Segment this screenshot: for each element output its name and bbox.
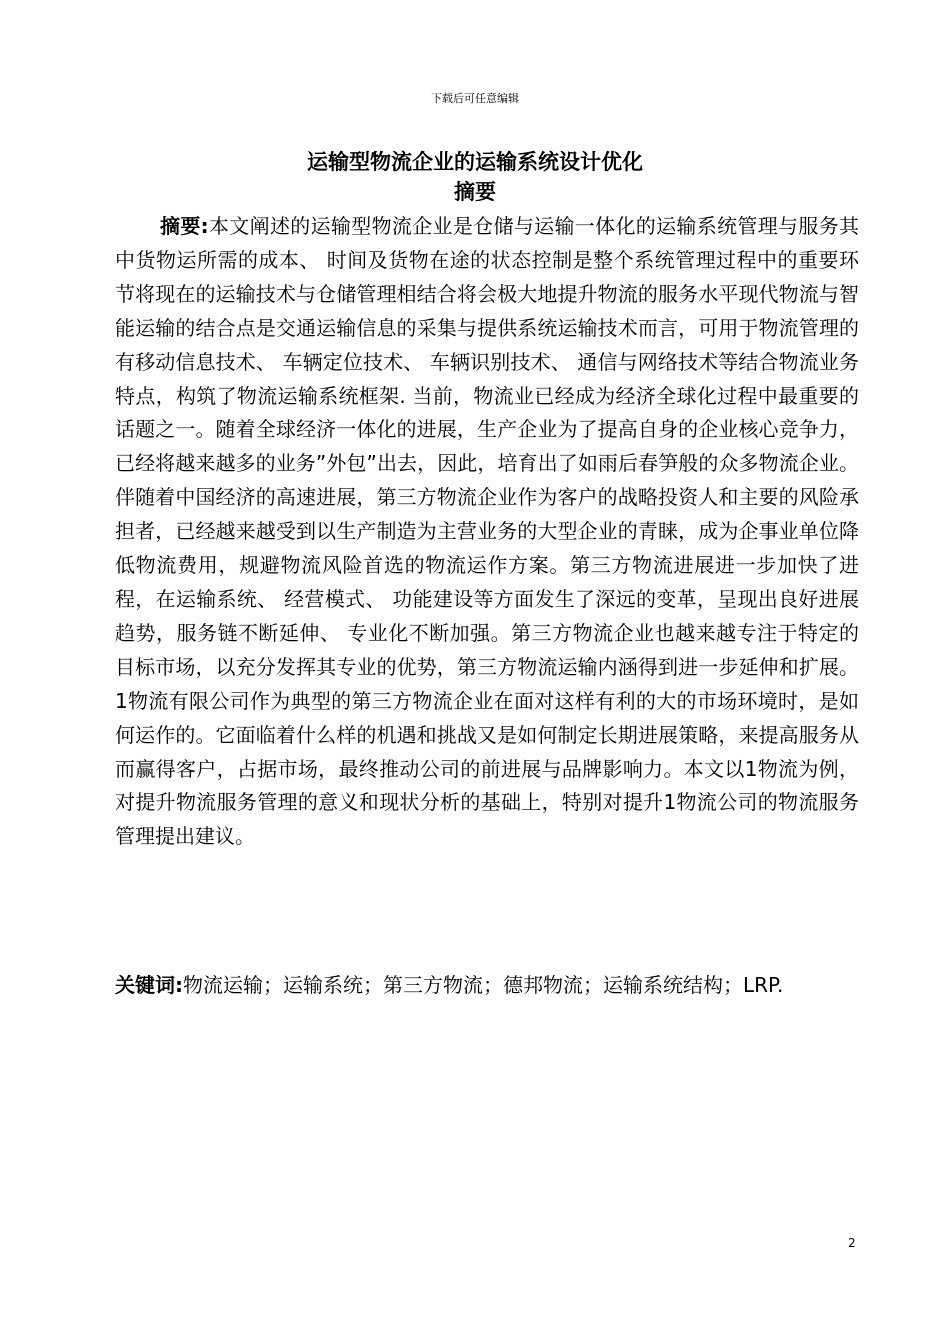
abstract-label: 摘要: — [160, 214, 209, 238]
abstract-heading: 摘要 — [454, 180, 496, 204]
abstract-text: 本文阐述的运输型物流企业是仓储与运输一体化的运输系统管理与服务其中货物运所需的成本、 时间及货物在途的状态控制是整个系统管理过程中的重要环节将现在的运输技术与仓储管理相结合将会极大地提升物流的服务水平现代物流与智能运输的结合点是交通运输信息的采集与提供系统运输技术而言，可用于物流管理的有移动信息技术、 车辆定位技术、 车辆识别技术、 通信与网络技术等结合物流业务特点，构筑了物流运输系统框架. 当前，物流业已经成为经济全球化过程中最重要的话题之一。随着全球经济一体化的进展，生产企业为了提高自身的企业核心竞争力，已经将越来越多的业务”外包”出去，因此，培育出了如雨后春笋般的众多物流企业。伴随着中国经济的高速进展，第三方物流企业作为客户的战略投资人和主要的风险承担者，已经越来越受到以生产制造为主营业务的大型企业的青睐，成为企事业单位降低物流费用，规避物流风险首选的物流运作方案。第三方物流进展进一步加快了进程，在运输系统、 经营模式、 功能建设等方面发生了深远的变革，呈现出良好进展趋势，服务链不断延伸、 专业化不断加强。第三方物流企业也越来越专注于特定的目标市场，以充分发挥其专业的优势，第三方物流运输内涵得到进一步延伸和扩展。1物流有限公司作为典型的第三方物流企业在面对这样有利的大的市场环境时，是如何运作的。它面临着什么样的机遇和挑战又是如何制定长期进展策略，来提高服务从而赢得客户，占据市场，最终推动公司的前进展与品牌影响力。本文以1物流为例，对提升物流服务管理的意义和现状分析的基础上，特别对提升1物流公司的物流服务管理提出建议。 — [115, 214, 860, 849]
document-title: 运输型物流企业的运输系统设计优化 — [307, 150, 643, 174]
keywords-label: 关键词: — [115, 973, 183, 997]
keywords-paragraph — [115, 969, 859, 1003]
abstract-paragraph — [115, 210, 859, 854]
page-number: 2 — [848, 1236, 856, 1250]
keywords-text: 物流运输；运输系统；第三方物流；德邦物流；运输系统结构；LRP. — [183, 973, 784, 997]
page-header: 下载后可任意编辑 — [431, 92, 519, 105]
